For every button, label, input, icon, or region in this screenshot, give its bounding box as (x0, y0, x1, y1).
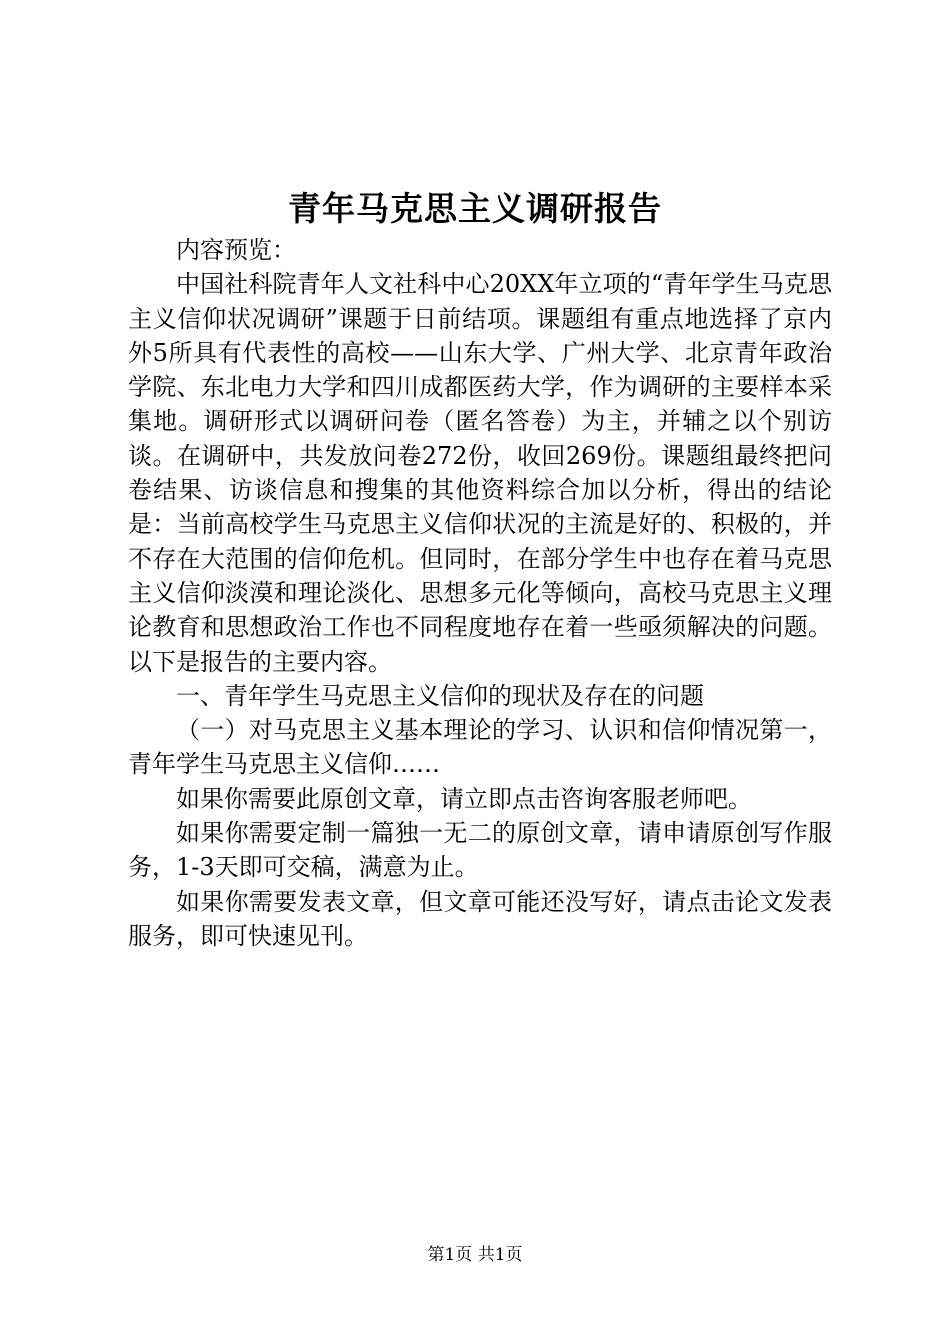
page-footer: 第1页 共1页 (427, 1245, 523, 1265)
page-title: 青年马克思主义调研报告 (288, 189, 662, 228)
subsection-paragraph: （一）对马克思主义基本理论的学习、认识和信仰情况第一，青年学生马克思主义信仰…… (128, 716, 832, 779)
document-body (128, 233, 832, 953)
custom-writing-promo-text: 如果你需要定制一篇独一无二的原创文章，请申请原创写作服务，1-3天即可交稿，满意为止。 (128, 819, 832, 882)
consult-promo-text: 如果你需要此原创文章，请立即点击咨询客服老师吧。 (176, 784, 752, 813)
publishing-promo-text: 如果你需要发表文章，但文章可能还没写好，请点击论文发表服务，即可快速见刊。 (128, 887, 832, 950)
section-heading: 一、青年学生马克思主义信仰的现状及存在的问题 (176, 681, 704, 710)
summary-paragraph: 中国社科院青年人文社科中心20XX年立项的“青年学生马克思主义信仰状况调研”课题于日前结项。课题组有重点地选择了京内外5所具有代表性的高校——山东大学、广州大学、北京青年政治学院、东北电力大学和四川成都医药大学，作为调研的主要样本采集地。调研形式以调研问卷（匿名答卷）为主，并辅之以个别访谈。在调研中，共发放问卷272份，收回269份。课题组最终把问卷结果、访谈信息和搜集的其他资料综合加以分析，得出的结论是：当前高校学生马克思主义信仰状况的主流是好的、积极的，并不存在大范围的信仰危机。但同时，在部分学生中也存在着马克思主义信仰淡漠和理论淡化、思想多元化等倾向，高校马克思主义理论教育和思想政治工作也不同程度地存在着一些亟须解决的问题。以下是报告的主要内容。 (128, 270, 832, 676)
preview-label: 内容预览： (176, 236, 296, 264)
